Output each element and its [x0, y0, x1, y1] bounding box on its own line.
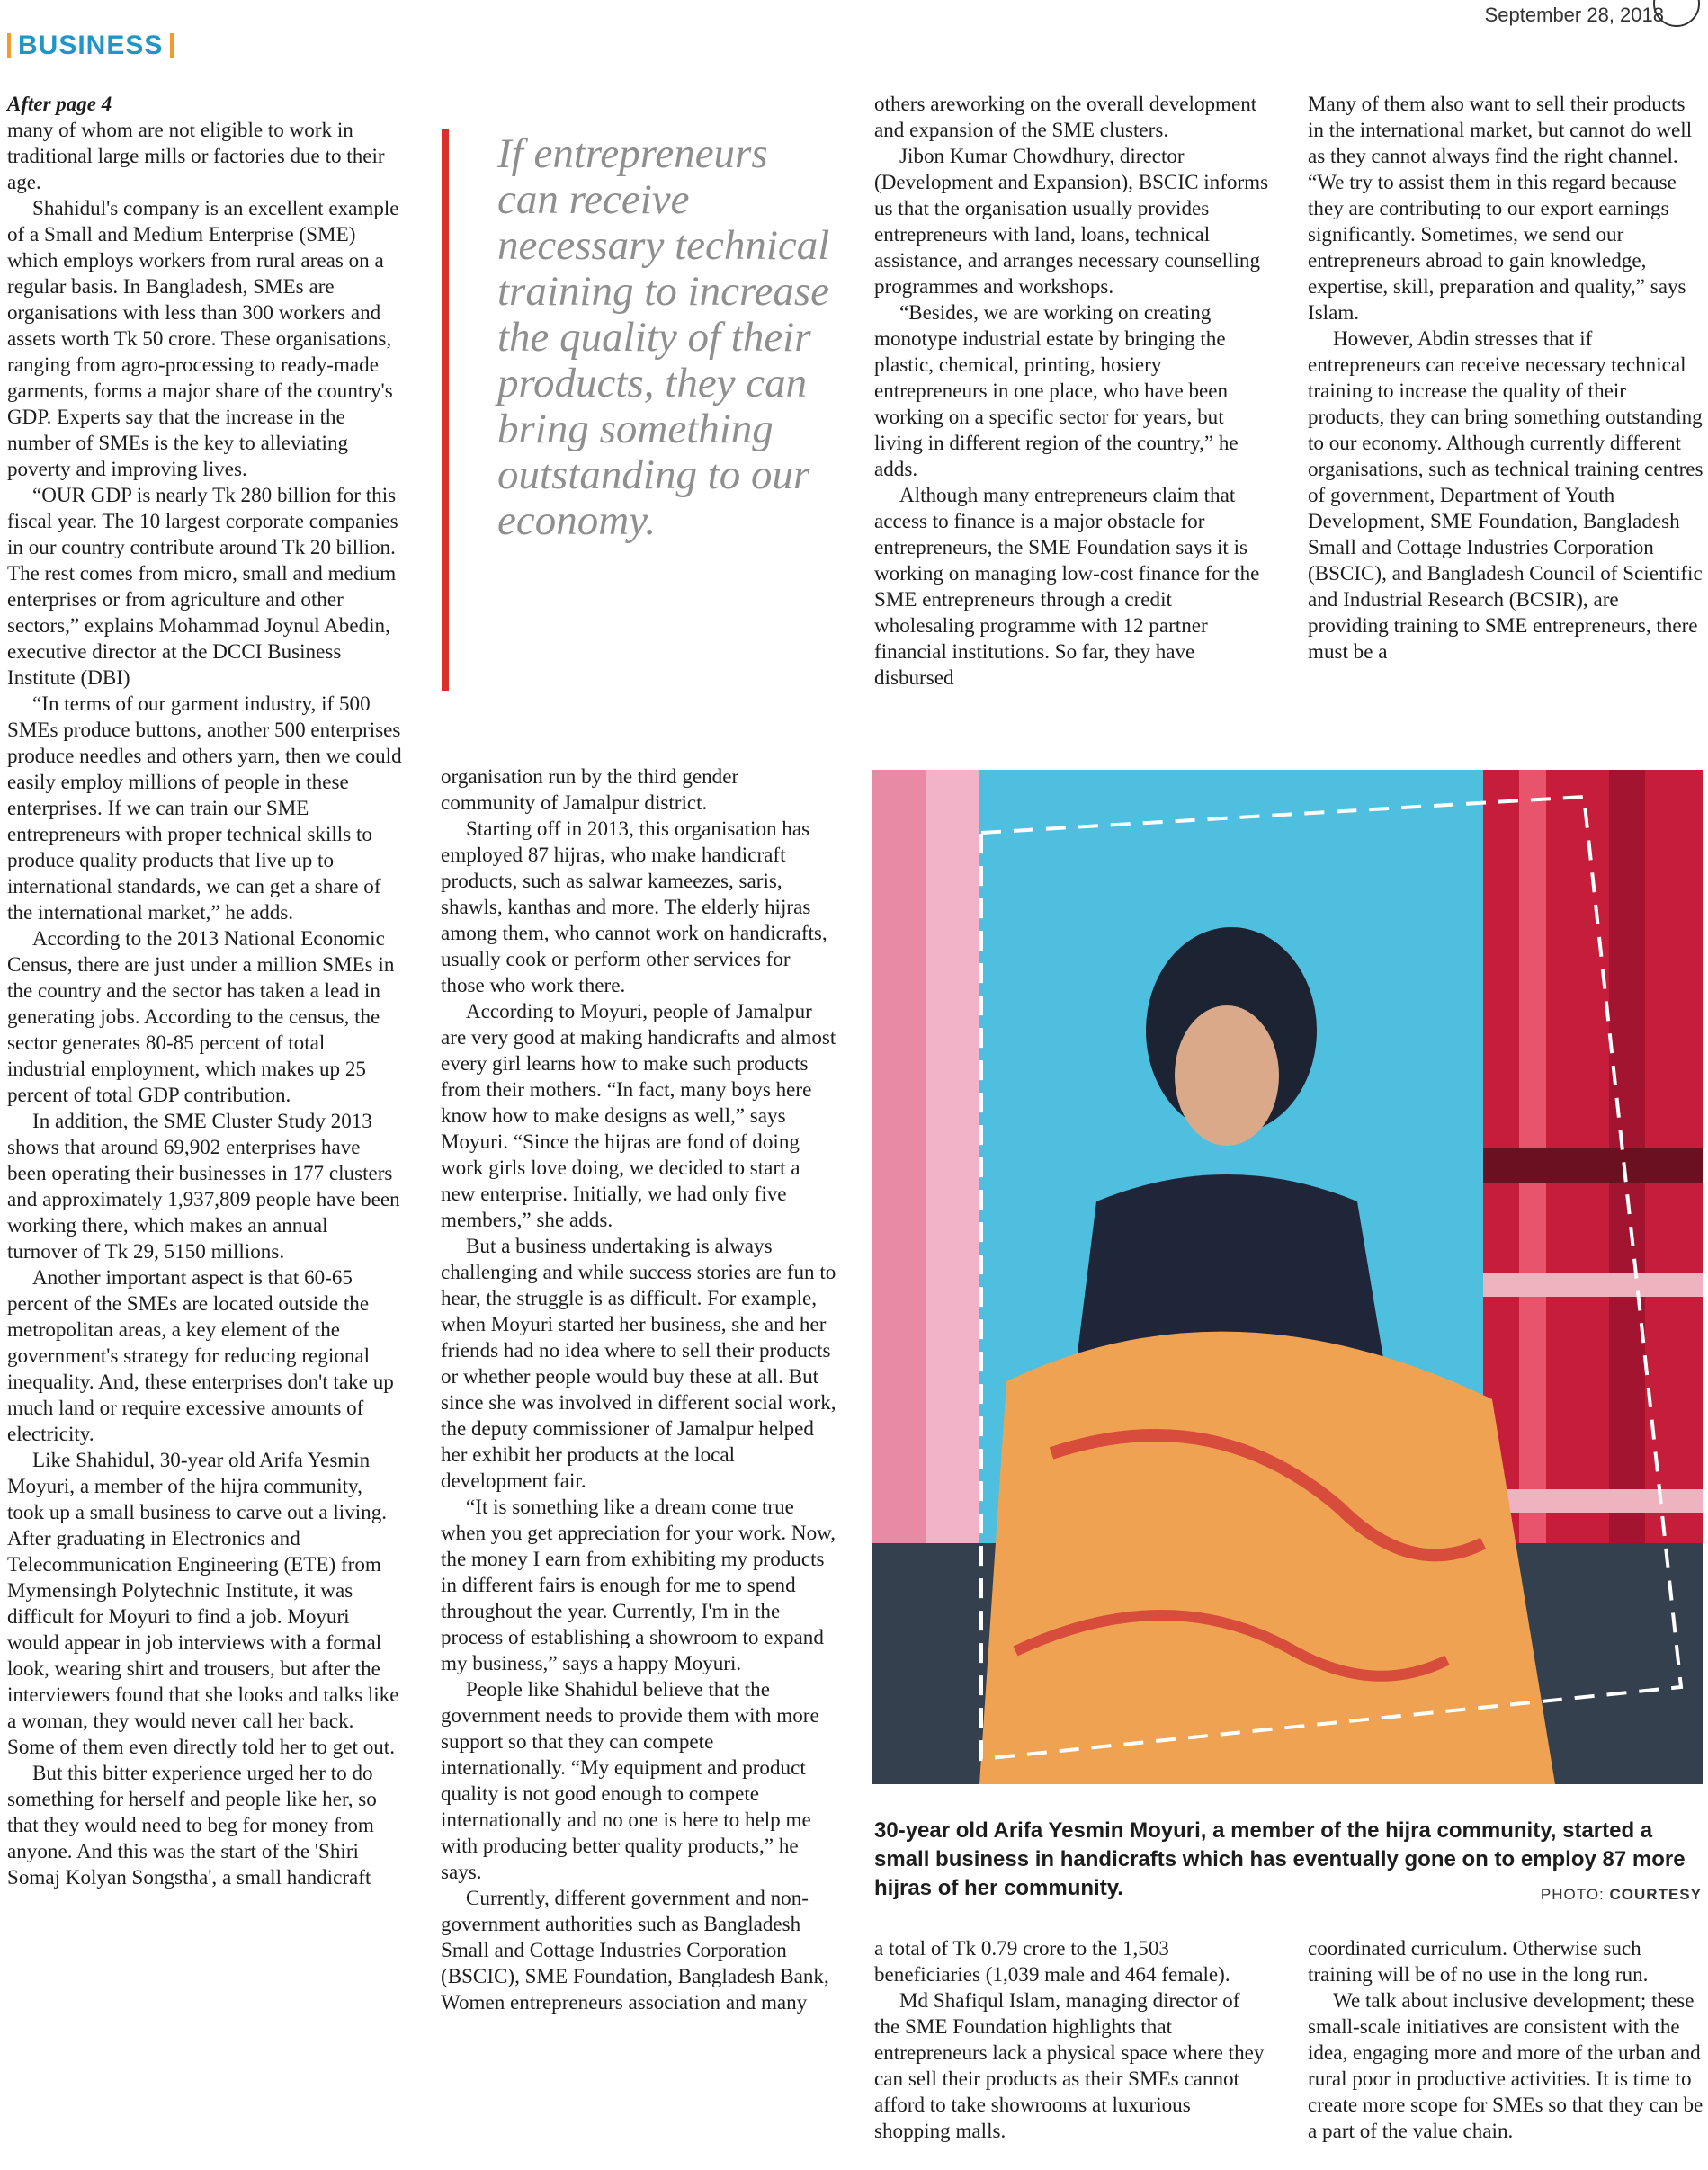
article-column-3-bottom: [874, 1935, 1270, 2144]
paragraph: Shahidul's company is an excellent example of a Small and Medium Enterprise (SME) which employs workers from rural areas on a regular basis. In Bangladesh, SMEs are organisations with less than 300 workers and assets worth Tk 50 crore. These organisations, ranging from agro-processing to ready-made garments, forms a major share of the country's GDP. Experts say that the increase in the number of SMEs is the key to alleviating poverty and improving lives.: [7, 196, 399, 480]
paragraph: In addition, the SME Cluster Study 2013 shows that around 69,902 enterprises have been operating their businesses in 177 clusters and approximately 1,937,809 people have been working there, which makes an annual turnover of Tk 29, 5150 millions.: [7, 1109, 400, 1263]
issue-date: September 28, 2018: [1484, 4, 1664, 26]
photo-credit-label: PHOTO:: [1540, 1886, 1605, 1903]
article-column-2: [441, 764, 836, 2015]
pullquote-rule: [442, 129, 449, 691]
photo-credit-name: COURTESY: [1609, 1886, 1702, 1903]
paragraph: “OUR GDP is nearly Tk 280 billion for this fiscal year. The 10 largest corporate companies in our country contribute around Tk 20 billion. The rest comes from micro, small and medium enterprises or from agriculture and other sectors,” explains Mohammad Joynul Abedin, executive director at the DCCI Business Institute (DBI): [7, 483, 398, 689]
paragraph: According to Moyuri, people of Jamalpur are very good at making handicrafts and almost every girl learns how to make such products from their mothers. “In fact, many boys here know how to make designs as well,” says Moyuri. “Since the hijras are fond of doing work girls love doing, we decided to start a new enterprise. Initially, we had only five members,” she adds.: [441, 999, 836, 1231]
paragraph: others areworking on the overall development and expansion of the SME clusters.: [874, 92, 1257, 141]
article-column-1: [7, 91, 403, 1890]
paragraph: Md Shafiqul Islam, managing director of the SME Foundation highlights that entrepreneurs lack a physical space where they can sell their products as their SMEs cannot afford to take showrooms at luxurious shopping malls.: [874, 1988, 1265, 2142]
paragraph: Starting off in 2013, this organisation has employed 87 hijras, who make handicraft products, such as salwar kameezes, saris, shawls, kanthas and more. The elderly hijras among them, who cannot work on handicrafts, usually cook or perform other services for those who work there.: [441, 817, 827, 996]
paragraph: People like Shahidul believe that the government needs to provide them with more support so that they can compete internationally. “My equipment and product quality is not good enough to compete internationally and no one is here to help me with producing better quality products,” he says.: [441, 1677, 819, 1883]
paragraph: a total of Tk 0.79 crore to the 1,503 beneficiaries (1,039 male and 464 female).: [874, 1936, 1230, 1986]
article-column-3-top: [874, 91, 1270, 691]
paragraph: Another important aspect is that 60-65 percent of the SMEs are located outside the metropolitan areas, a key element of the government's strategy for reducing regional inequality. And, these enterprises don't take up much land or require excessive amounts of electricity.: [7, 1265, 394, 1445]
pullquote: If entrepreneurs can receive necessary technical training to increase the quality of their products, they can bring something outstanding to our economy.: [497, 130, 830, 544]
paragraph: many of whom are not eligible to work in traditional large mills or factories due to their age.: [7, 118, 385, 193]
continuation-label: After page 4: [7, 93, 112, 115]
article-column-4-bottom: [1308, 1935, 1704, 2144]
paragraph: “It is something like a dream come true when you get appreciation for your work. Now, the money I earn from exhibiting my products in different fairs is enough for me to spend throughout the year. Currently, I'm in the process of establishing a showroom to expand my business,” says a happy Moyuri.: [441, 1495, 836, 1674]
paragraph: coordinated curriculum. Otherwise such training will be of no use in the long run.: [1308, 1936, 1649, 1986]
paragraph: According to the 2013 National Economic Census, there are just under a million SMEs in the country and the sector has taken a lead in generating jobs. According to the census, the sector generates 80-85 percent of total industrial employment, which makes up 25 percent of total GDP contribution.: [7, 926, 395, 1106]
paragraph: Like Shahidul, 30-year old Arifa Yesmin Moyuri, a member of the hijra community, took up a small business to carve out a living. After graduating in Electronics and Telecommunication Engineering (ETE) from Mymensingh Polytechnic Institute, it was difficult for Moyuri to find a job. Moyuri would appear in job interviews with a formal look, wearing shirt and trousers, but after the interviewers found that she looks and talks like a woman, they would never call her back. Some of them even directly told her to get out.: [7, 1448, 399, 1758]
section-label: [7, 31, 174, 61]
paragraph: organisation run by the third gender community of Jamalpur district.: [441, 764, 739, 814]
paragraph: Many of them also want to sell their products in the international market, but cannot do well as they cannot always find the right channel. “We try to assist them in this regard because they are contributing to our export earnings significantly. Sometimes, we send our entrepreneurs abroad to gain knowledge, expertise, skill, preparation and quality,” says Islam.: [1308, 92, 1693, 324]
paragraph: However, Abdin stresses that if entrepreneurs can receive necessary technical training to increase the quality of their products, they can bring something outstanding to our economy. Although currently different organisations, such as technical training centres of government, Department of Youth Development, SME Foundation, Bangladesh Small and Cottage Industries Corporation (BSCIC), and Bangladesh Council of Scientific and Industrial Research (BCSIR), are providing training to SME entrepreneurs, there must be a: [1308, 326, 1704, 663]
paragraph: But a business undertaking is always challenging and while success stories are fun to hear, the struggle is as difficult. For example, when Moyuri started her business, she and her friends had no idea where to sell their products or whether people would buy these at all. But since she was involved in different social work, the deputy commissioner of Jamalpur helped her exhibit her products at the local development fair.: [441, 1234, 836, 1492]
paragraph: But this bitter experience urged her to do something for herself and people like her, so that they would need to beg for money from anyone. And this was the start of the 'Shiri Somaj Kolyan Songstha', a small handicraft: [7, 1761, 377, 1889]
photo-caption: 30-year old Arifa Yesmin Moyuri, a member of the hijra community, started a small business in handicrafts which has eventually gone on to employ 87 more hijras of her community.: [874, 1818, 1686, 1900]
section-bar-left: [7, 33, 11, 58]
paragraph: “In terms of our garment industry, if 500 SMEs produce buttons, another 500 enterprises produce needles and others yarn, then we could easily employ millions of people in these enterprises. If we can train our SME entrepreneurs with proper technical skills to produce quality products that live up to international standards, we can get a share of the international market,” he adds.: [7, 692, 402, 924]
article-photo: [872, 770, 1703, 1784]
section-bar-right: [170, 33, 174, 58]
photo-illustration: [872, 770, 1703, 1784]
photo-credit: [1349, 1886, 1702, 1904]
paragraph: Currently, different government and non-government authorities such as Bangladesh Small and Cottage Industries Corporation (BSCIC), SME Foundation, Bangladesh Bank, Women entrepreneurs association and many: [441, 1886, 829, 2014]
paragraph: We talk about inclusive development; these small-scale initiatives are consistent with the idea, engaging more and more of the urban and rural poor in productive activities. It is time to create more scope for SMEs so that they can be a part of the value chain.: [1308, 1988, 1704, 2142]
paragraph: Although many entrepreneurs claim that access to finance is a major obstacle for entrepreneurs, the SME Foundation says it is working on managing low-cost finance for the SME entrepreneurs through a credit wholesaling programme with 12 partner financial institutions. So far, they have disbursed: [874, 483, 1260, 689]
paragraph: Jibon Kumar Chowdhury, director (Development and Expansion), BSCIC informs us that the organisation usually provides entrepreneurs with land, loans, technical assistance, and arranges necessary counselling programmes and workshops.: [874, 144, 1269, 298]
paragraph: “Besides, we are working on creating monotype industrial estate by bringing the plastic, chemical, printing, hosiery entrepreneurs in one place, who have been working on a specific sector for years, but living in different region of the country,” he adds.: [874, 300, 1239, 480]
article-column-4-top: [1308, 91, 1704, 665]
section-title: BUSINESS: [18, 31, 164, 60]
